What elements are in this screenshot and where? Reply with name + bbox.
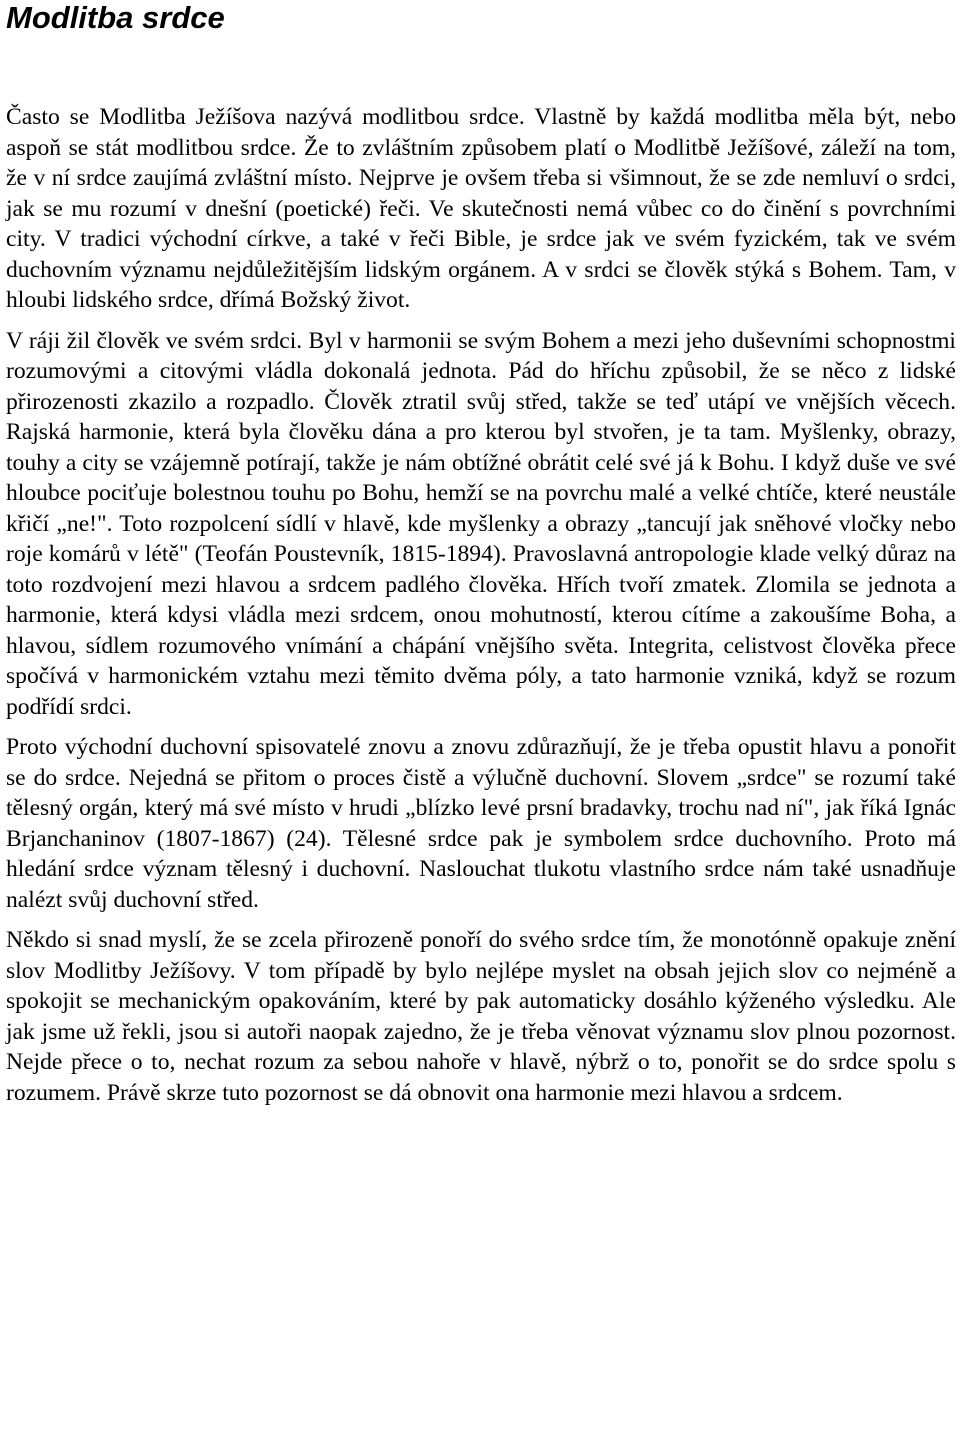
document-title: Modlitba srdce <box>6 0 225 35</box>
document-body <box>6 102 956 1108</box>
document-page <box>6 0 956 1108</box>
paragraph-2: V ráji žil člověk ve svém srdci. Byl v harmonii se svým Bohem a mezi jeho duševními schopnostmi rozumovými a citovými vládla dokonalá jednota. Pád do hříchu způsobil, že se něco z lidské přirozenosti zkazilo a rozpadlo. Člověk ztratil svůj střed, takže se teď utápí ve vnějších věcech. Rajská harmonie, která byla člověku dána a pro kterou byl stvořen, je ta tam. Myšlenky, obrazy, touhy a city se vzájemně potírají, takže je nám obtížné obrátit celé své já k Bohu. I když duše ve své hloubce pociťuje bolestnou touhu po Bohu, hemží se na povrchu malé a velké chtíče, které neustále křičí „ne!". Toto rozpolcení sídlí v hlavě, kde myšlenky a obrazy „tancují jak sněhové vločky nebo roje komárů v létě" (Teofán Poustevník, 1815-1894). Pravoslavná antropologie klade velký důraz na toto rozdvojení mezi hlavou a srdcem padlého člověka. Hřích tvoří zmatek. Zlomila se jednota a harmonie, která kdysi vládla mezi srdcem, onou mohutností, kterou cítíme a zakoušíme Boha, a hlavou, sídlem rozumového vnímání a chápání vnějšího světa. Integrita, celistvost člověka přece spočívá v harmonickém vztahu mezi těmito dvěma póly, a tato harmonie vzniká, když se rozum podřídí srdci. <box>6 327 956 720</box>
paragraph-3: Proto východní duchovní spisovatelé znovu a znovu zdůrazňují, že je třeba opustit hlavu a ponořit se do srdce. Nejedná se přitom o proces čistě a výlučně duchovní. Slovem „srdce" se rozumí také tělesný orgán, který má své místo v hrudi „blízko levé prsní bradavky, trochu nad ní", jak říká Ignác Brjanchaninov (1807-1867) (24). Tělesné srdce pak je symbolem srdce duchovního. Proto má hledání srdce význam tělesný i duchovní. Naslouchat tlukotu vlastního srdce nám také usnadňuje nalézt svůj duchovní střed. <box>6 734 956 913</box>
paragraph-4: Někdo si snad myslí, že se zcela přirozeně ponoří do svého srdce tím, že monotónně opakuje znění slov Modlitby Ježíšovy. V tom případě by bylo nejlépe myslet na obsah jejich slov co nejméně a spokojit se mechanickým opakováním, které by pak automaticky dosáhlo kýženého výsledku. Ale jak jsme už řekli, jsou si autoři naopak zajedno, že je třeba věnovat významu slov plnou pozornost. Nejde přece o to, nechat rozum za sebou nahoře v hlavě, nýbrž o to, ponořit se do srdce spolu s rozumem. Právě skrze tuto pozornost se dá obnovit ona harmonie mezi hlavou a srdcem. <box>6 927 956 1106</box>
paragraph-1: Často se Modlitba Ježíšova nazývá modlitbou srdce. Vlastně by každá modlitba měla být, nebo aspoň se stát modlitbou srdce. Že to zvláštním způsobem platí o Modlitbě Ježíšové, záleží na tom, že v ní srdce zaujímá zvláštní místo. Nejprve je ovšem třeba si všimnout, že se zde nemluví o srdci, jak se mu rozumí v dnešní (poetické) řeči. Ve skutečnosti nemá vůbec co do činění s povrchními city. V tradici východní církve, a také v řeči Bible, je srdce jak ve svém fyzickém, tak ve svém duchovním významu nejdůležitějším lidským orgánem. A v srdci se člověk stýká s Bohem. Tam, v hloubi lidského srdce, dřímá Božský život. <box>6 104 956 313</box>
